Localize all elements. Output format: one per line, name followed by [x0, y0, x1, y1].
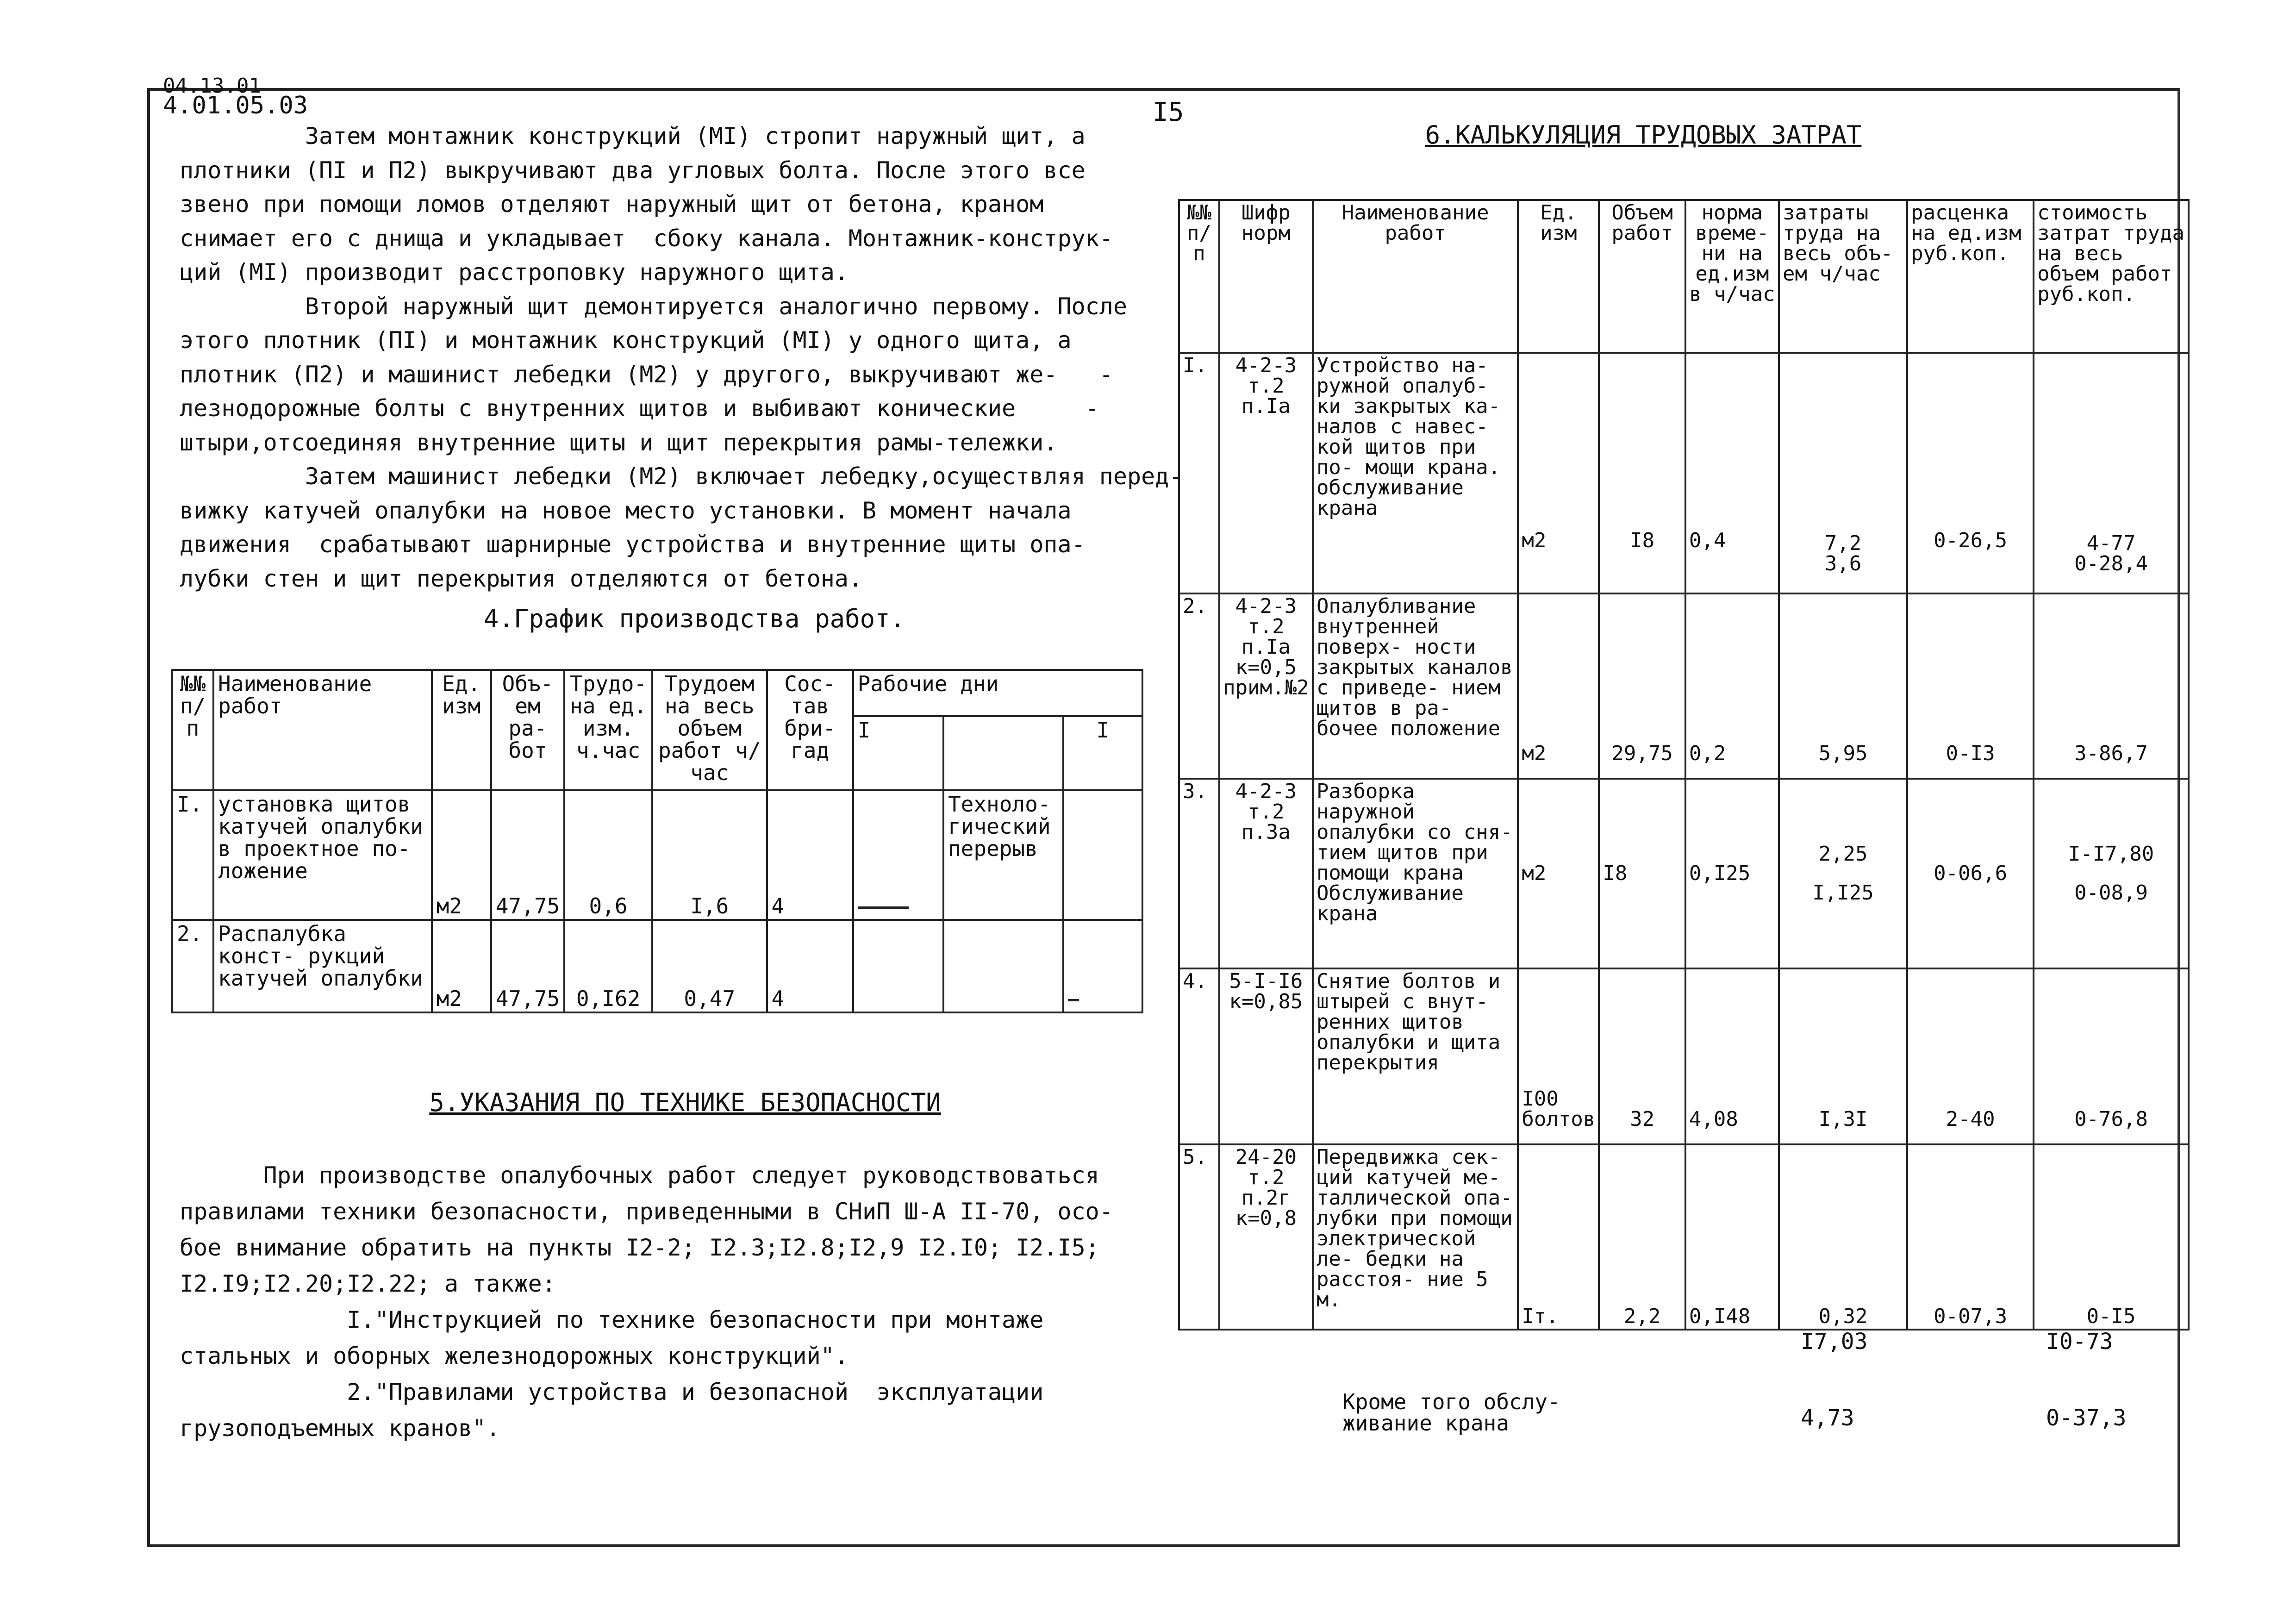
- gantt-bar-cell: [853, 790, 943, 920]
- text-line: снимает его с днища и укладывает сбоку канала. Монтажник-конструк-: [180, 225, 1113, 252]
- col-code: Шифр норм: [1219, 200, 1313, 353]
- technological-break-note: Техноло- гический перерыв: [943, 790, 1063, 920]
- col-labor: затраты труда на весь объ- ем ч/час: [1779, 200, 1907, 353]
- text-line: бое внимание обратить на пункты I2-2; I2.3;I2.8;I2,9 I2.I0; I2.I5;: [180, 1234, 1099, 1261]
- row-labor-unit: 0,I62: [564, 920, 652, 1012]
- row-norm: 4,08: [1685, 968, 1779, 1144]
- section-6-title: 6.КАЛЬКУЛЯЦИЯ ТРУДОВЫХ ЗАТРАТ: [1425, 120, 1862, 150]
- row-name: Снятие болтов и штырей с внут- ренних щитов опалубки и щита перекрытия: [1313, 968, 1518, 1144]
- row-labor: 2,25: [1818, 842, 1868, 866]
- row-norm: 0,I48: [1685, 1144, 1779, 1330]
- row-labor-total: I,6: [652, 790, 767, 920]
- left-body-text: [180, 119, 1207, 596]
- col-unit: Ед. изм: [1518, 200, 1599, 353]
- row-volume: I8: [1599, 779, 1685, 968]
- total-cost: I0-73: [2046, 1329, 2113, 1355]
- text-line: правилами техники безопасности, приведенными в СНиП Ш-А II-70, осо-: [180, 1198, 1113, 1225]
- row-norm: 0,4: [1685, 353, 1779, 593]
- row-name: Передвижка сек- ций катучей ме- таллической опа- лубки при помощи электрической ле- бедки на расстоя- ние 5 м.: [1313, 1144, 1518, 1330]
- text-line: 2."Правилами устройства и безопасной эксплуатации: [180, 1379, 1044, 1405]
- row-code: 4-2-3 т.2 п.Iа к=0,5 прим.№2: [1219, 593, 1313, 779]
- row-volume: 29,75: [1599, 593, 1685, 779]
- row-code: 24-20 т.2 п.2г к=0,8: [1219, 1144, 1313, 1330]
- col-volume: Объем работ: [1599, 200, 1685, 353]
- row-labor-secondary: I,I25: [1812, 881, 1874, 905]
- row-unit: м2: [1518, 593, 1599, 779]
- day-col-2: I: [1063, 716, 1142, 790]
- text-line: плотник (П2) и машинист лебедки (М2) у другого, выкручивают же- -: [180, 361, 1113, 388]
- gantt-empty-cell: [943, 920, 1063, 1012]
- text-line: стальных и оборных железнодорожных конструкций".: [180, 1343, 849, 1369]
- table-row: [1179, 779, 2189, 968]
- text-line: Затем машинист лебедки (М2) включает лебедку,осуществляя перед-: [180, 463, 1183, 490]
- row-name: установка щитов катучей опалубки в проектное по- ложение: [213, 790, 432, 920]
- text-line: грузоподъемных кранов".: [180, 1415, 500, 1442]
- text-line: ций (MI) производит расстроповку наружного щита.: [180, 259, 849, 286]
- row-volume: 32: [1599, 968, 1685, 1144]
- row-cost: 3-86,7: [2034, 593, 2189, 779]
- calculation-table: [1178, 199, 2190, 1330]
- row-cost: 0-76,8: [2034, 968, 2189, 1144]
- text-line: Второй наружный щит демонтируется аналогично первому. После: [180, 293, 1127, 320]
- row-code: 4-2-3 т.2 п.Iа: [1219, 353, 1313, 593]
- row-unit: Iт.: [1518, 1144, 1599, 1330]
- crane-service-label: Кроме того обслу- живание крана: [1342, 1389, 1560, 1436]
- text-line: плотники (ПI и П2) выкручивают два угловых болта. После этого все: [180, 156, 1086, 184]
- gantt-empty-cell: [853, 920, 943, 1012]
- row-labor-secondary: 3,6: [1824, 552, 1862, 575]
- text-line: Затем монтажник конструкций (MI) стропит наружный щит, а: [180, 123, 1086, 150]
- row-num: 3.: [1179, 779, 1219, 968]
- row-cost-secondary: 0-08,9: [2074, 881, 2148, 905]
- document-code: [163, 74, 308, 119]
- row-labor: I,3I: [1779, 968, 1907, 1144]
- row-subtext: обслуживание крана: [1316, 476, 1464, 520]
- col-rate: расценка на ед.изм руб.коп.: [1907, 200, 2034, 353]
- section-4-title: 4.График производства работ.: [483, 604, 905, 633]
- row-crew: 4: [767, 920, 853, 1012]
- gantt-bar: [858, 906, 909, 909]
- crane-service-cost: 0-37,3: [2046, 1405, 2127, 1431]
- row-name: Распалубка конст- рукций катучей опалубки: [213, 920, 432, 1012]
- row-norm: 0,I25: [1685, 779, 1779, 968]
- safety-text: [180, 1157, 1207, 1446]
- row-name: Разборка наружной опалубки со сня- тием щитов при помощи крана Обслуживание крана: [1313, 779, 1518, 968]
- row-crew: 4: [767, 790, 853, 920]
- col-num: №№ п/п: [172, 670, 213, 790]
- text-line: При производстве опалубочных работ следует руководствоваться: [180, 1162, 1099, 1189]
- row-cost-secondary: 0-28,4: [2074, 552, 2148, 575]
- row-num: 2.: [172, 920, 213, 1012]
- row-num: I.: [1179, 353, 1219, 593]
- row-volume: I8: [1599, 353, 1685, 593]
- row-volume: 47,75: [491, 920, 564, 1012]
- col-name: Наименование работ: [213, 670, 432, 790]
- row-cost-cell: [2034, 353, 2189, 593]
- col-num: №№ п/п: [1179, 200, 1219, 353]
- row-norm: 0,2: [1685, 593, 1779, 779]
- gantt-bar: [1068, 999, 1079, 1001]
- gantt-bar-cell: [1063, 920, 1142, 1012]
- row-rate: 0-26,5: [1907, 353, 2034, 593]
- row-labor: 5,95: [1779, 593, 1907, 779]
- row-rate: 0-I3: [1907, 593, 2034, 779]
- col-volume: Объ- ем ра- бот: [491, 670, 564, 790]
- text-line: лубки стен и щит перекрытия отделяются от бетона.: [180, 565, 863, 592]
- col-norm: норма време- ни на ед.изм в ч/час: [1685, 200, 1779, 353]
- row-volume: 47,75: [491, 790, 564, 920]
- schedule-table: [171, 669, 1143, 1013]
- row-name-cell: [1313, 353, 1518, 593]
- row-cost-cell: [2034, 779, 2189, 968]
- row-num: 4.: [1179, 968, 1219, 1144]
- table-row: [1179, 593, 2189, 779]
- col-name: Наименование работ: [1313, 200, 1518, 353]
- table-row: [172, 920, 1142, 1012]
- day-col-gap: [943, 716, 1063, 790]
- row-volume: 2,2: [1599, 1144, 1685, 1330]
- row-labor-cell: [1779, 353, 1907, 593]
- row-num: 2.: [1179, 593, 1219, 779]
- text-line: этого плотник (ПI) и монтажник конструкций (MI) у одного щита, а: [180, 327, 1072, 354]
- row-cost: 4-77: [2086, 531, 2136, 555]
- row-name: Опалубливание внутренней поверх- ности закрытых каналов с приведе- нием щитов в ра- бочее положение: [1313, 593, 1518, 779]
- total-labor: I7,03: [1801, 1329, 1868, 1355]
- row-labor: 7,2: [1824, 531, 1862, 555]
- row-unit: м2: [1518, 779, 1599, 968]
- text-line: штыри,отсоединяя внутренние щиты и щит перекрытия рамы-тележки.: [180, 429, 1058, 456]
- text-line: звено при помощи ломов отделяют наружный щит от бетона, краном: [180, 191, 1044, 218]
- row-name: Устройство на- ружной опалуб- ки закрытых ка- налов с навес- кой щитов при по- мощи крана.: [1316, 354, 1501, 479]
- row-unit: I00 болтов: [1518, 968, 1599, 1144]
- row-unit: м2: [432, 920, 491, 1012]
- crane-service-labor: 4,73: [1801, 1405, 1854, 1431]
- col-labor-total: Трудоем на весь объем работ ч/час: [652, 670, 767, 790]
- row-num: 5.: [1179, 1144, 1219, 1330]
- text-line: лезнодорожные болты с внутренних щитов и выбивают конические -: [180, 395, 1099, 422]
- text-line: движения срабатывают шарнирные устройства и внутренние щиты опа-: [180, 531, 1086, 558]
- row-rate: 0-06,6: [1907, 779, 2034, 968]
- col-work-days: Рабочие дни: [853, 670, 1142, 716]
- row-cost: 0-I5: [2034, 1144, 2189, 1330]
- gantt-empty-cell: [1063, 790, 1142, 920]
- row-code: 5-I-I6 к=0,85: [1219, 968, 1313, 1144]
- table-row: [1179, 1144, 2189, 1330]
- day-col-1: I: [853, 716, 943, 790]
- section-5-title: 5.УКАЗАНИЯ ПО ТЕХНИКЕ БЕЗОПАСНОСТИ: [429, 1088, 941, 1117]
- col-cost: стоимость затрат труда на весь объем работ руб.коп.: [2034, 200, 2189, 353]
- col-unit: Ед. изм: [432, 670, 491, 790]
- row-labor: 0,32: [1779, 1144, 1907, 1330]
- page-number: I5: [1153, 97, 1184, 127]
- text-line: вижку катучей опалубки на новое место установки. В момент начала: [180, 497, 1072, 524]
- row-labor-unit: 0,6: [564, 790, 652, 920]
- row-labor-total: 0,47: [652, 920, 767, 1012]
- table-row: [172, 790, 1142, 920]
- text-line: I."Инструкцией по технике безопасности при монтаже: [180, 1306, 1044, 1333]
- text-line: I2.I9;I2.20;I2.22; а также:: [180, 1270, 556, 1297]
- table-row: [1179, 968, 2189, 1144]
- printed-code: 4.01.05.03: [163, 92, 308, 119]
- handwritten-code: 04.13.01: [163, 74, 261, 98]
- table-row: [1179, 353, 2189, 593]
- row-rate: 0-07,3: [1907, 1144, 2034, 1330]
- row-unit: м2: [432, 790, 491, 920]
- row-unit: м2: [1518, 353, 1599, 593]
- row-labor-cell: [1779, 779, 1907, 968]
- row-cost: I-I7,80: [2068, 842, 2154, 866]
- col-crew: Сос- тав бри- гад: [767, 670, 853, 790]
- row-num: I.: [172, 790, 213, 920]
- row-code: 4-2-3 т.2 п.3а: [1219, 779, 1313, 968]
- col-labor-unit: Трудо- на ед. изм. ч.час: [564, 670, 652, 790]
- row-rate: 2-40: [1907, 968, 2034, 1144]
